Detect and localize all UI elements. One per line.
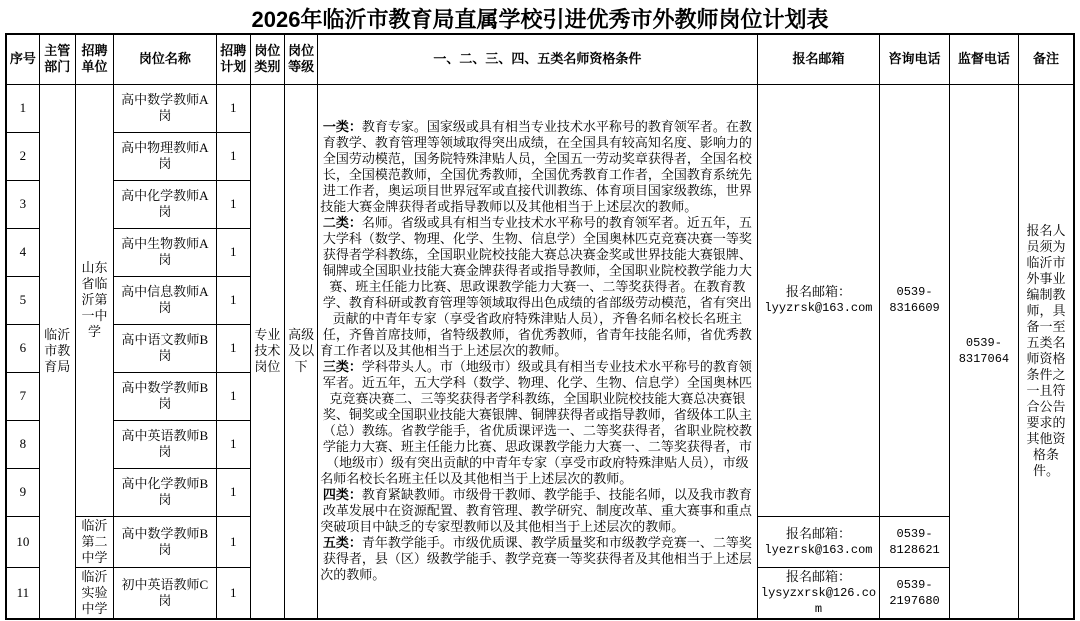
count-cell: 1 [216,420,250,468]
unit-cell: 山东省临沂第一中学 [75,84,113,516]
count-cell: 1 [216,228,250,276]
qualification-class-4: 四类：教育紧缺教师。市级骨干教师、教学能手、技能名师，以及我市教育改革发展中在资源配置、教育管理、教学研究、制度改革、重大赛事和重点突破项目中缺乏的专家型教师以及其他相当于上述层次的教师。 [320,487,752,534]
seq-cell: 10 [6,516,39,567]
email-address: lysyzxrsk@126.com [760,585,877,616]
qualifications-cell [318,84,757,619]
consult-phone-cell: 0539- 2197680 [880,567,949,619]
unit-cell: 临沂实验中学 [75,567,113,619]
post-type-cell: 专业技术岗位 [250,84,284,619]
position-cell: 高中语文教师B岗 [114,324,217,372]
seq-cell: 8 [6,420,39,468]
col-header-post-type: 岗位类别 [250,34,284,84]
col-header-email: 报名邮箱 [757,34,880,84]
count-cell: 1 [216,324,250,372]
seq-cell: 7 [6,372,39,420]
seq-cell: 2 [6,132,39,180]
position-cell: 初中英语教师C岗 [114,567,217,619]
supervision-phone-cell: 0539- 8317064 [949,84,1018,619]
seq-cell: 3 [6,180,39,228]
qualification-class-1: 一类：教育专家。国家级或具有相当专业技术水平称号的教育领军者。在教育教学、教育管理等领域取得突出成绩，在全国具有较高知名度、影响力的全国劳动模范，国务院特殊津贴人员，全国五一劳动奖章获得者，全国名校长，全国模范教师，全国优秀教师，全国优秀教育工作者，全国教育系统先进工作者，奥运项目世界冠军或直接代训教练、体育项目国家级教练，世界技能大赛金牌获得者或指导教师以及其他相当于上述层次的教师。 [320,119,752,214]
col-header-seq: 序号 [6,34,39,84]
header-row [6,34,1074,84]
count-cell: 1 [216,567,250,619]
email-cell [757,516,880,567]
table-row [6,84,1074,132]
position-cell: 高中英语教师B岗 [114,420,217,468]
position-plan-table [5,33,1075,620]
col-header-dept: 主管部门 [39,34,75,84]
count-cell: 1 [216,276,250,324]
col-header-count: 招聘计划 [216,34,250,84]
position-cell: 高中化学教师A岗 [114,180,217,228]
position-cell: 高中数学教师A岗 [114,84,217,132]
seq-cell: 9 [6,468,39,516]
unit-cell: 临沂第二中学 [75,516,113,567]
count-cell: 1 [216,516,250,567]
col-header-unit: 招聘单位 [75,34,113,84]
col-header-post-grade: 岗位等级 [285,34,318,84]
col-header-consult-phone: 咨询电话 [880,34,949,84]
email-label: 报名邮箱： [785,525,851,541]
seq-cell: 11 [6,567,39,619]
position-cell: 高中数学教师B岗 [114,516,217,567]
seq-cell: 6 [6,324,39,372]
col-header-remark: 备注 [1019,34,1074,84]
count-cell: 1 [216,180,250,228]
col-header-supervision-phone: 监督电话 [949,34,1018,84]
email-cell [757,567,880,619]
email-label: 报名邮箱： [785,568,851,584]
email-address: lyyzrsk@163.com [764,301,873,315]
dept-cell: 临沂市教育局 [39,84,75,619]
email-cell [757,84,880,516]
position-cell: 高中数学教师B岗 [114,372,217,420]
position-cell: 高中化学教师B岗 [114,468,217,516]
col-header-position: 岗位名称 [114,34,217,84]
position-cell: 高中生物教师A岗 [114,228,217,276]
page-title: 2026年临沂市教育局直属学校引进优秀市外教师岗位计划表 [251,7,829,32]
count-cell: 1 [216,372,250,420]
seq-cell: 5 [6,276,39,324]
consult-phone-cell: 0539- 8128621 [880,516,949,567]
qualification-class-2: 二类：名师。省级或具有相当专业技术水平称号的教育领军者。近五年，五大学科（数学、物理、化学、生物、信息学）全国奥林匹克竞赛决赛一等奖获得者学科教练，全国职业院校技能大赛总决赛金奖或世界技能大赛银牌、铜牌或全国职业技能大赛金牌获得者或指导教师，全国职业院校教学能力大赛、班主任能力比赛、思政课教学能力大赛一、二等奖获得者。在教育教学、教育科研或教育管理等领域取得出色成绩的省部级劳动模范，省有突出贡献的中青年专家（享受省政府特殊津贴人员），齐鲁名师名校长名班主任，齐鲁首席技师，省特级教师，省优秀教师，省青年技能名师，省优秀教育工作者以及其他相当于上述层次的教师。 [320,215,752,358]
col-header-qualifications: 一、二、三、四、五类名师资格条件 [318,34,757,84]
email-address: lyezrsk@163.com [764,542,873,557]
position-cell: 高中信息教师A岗 [114,276,217,324]
qualification-class-3: 三类：学科带头人。市（地级市）级或具有相当专业技术水平称号的教育领军者。近五年，五大学科（数学、物理、化学、生物、信息学）全国奥林匹克竞赛决赛二、三等奖获得者学科教练，全国职业院校技能大赛总决赛银奖、铜奖或全国职业技能大赛银牌、铜牌获得者或指导教师，省级体工队主（总）教练。省教学能手，省优质课评选一、二等奖获得者，省职业院校教学能力大赛、班主任能力比赛、思政课教学能力大赛一、二等奖获得者，市（地级市）级有突出贡献的中青年专家（享受市政府特殊津贴人员），市级名师名校长名班主任以及其他相当于上述层次的教师。 [320,359,752,486]
seq-cell: 4 [6,228,39,276]
count-cell: 1 [216,468,250,516]
position-cell: 高中物理教师A岗 [114,132,217,180]
email-label: 报名邮箱： [785,284,851,299]
remark-cell: 报名人员须为临沂市外事业编制教师，具备一至五类名师资格条件之一且符合公告要求的其他资格条件。 [1019,84,1074,619]
post-grade-cell: 高级及以下 [285,84,318,619]
count-cell: 1 [216,84,250,132]
qualification-class-5: 五类：青年教学能手。市级优质课、教学质量奖和市级教学竞赛一、二等奖获得者，县（区）级教学能手、教学竞赛一等奖获得者及其他相当于上述层次的教师。 [320,535,752,582]
seq-cell: 1 [6,84,39,132]
consult-phone-cell: 0539- 8316609 [880,84,949,516]
count-cell: 1 [216,132,250,180]
